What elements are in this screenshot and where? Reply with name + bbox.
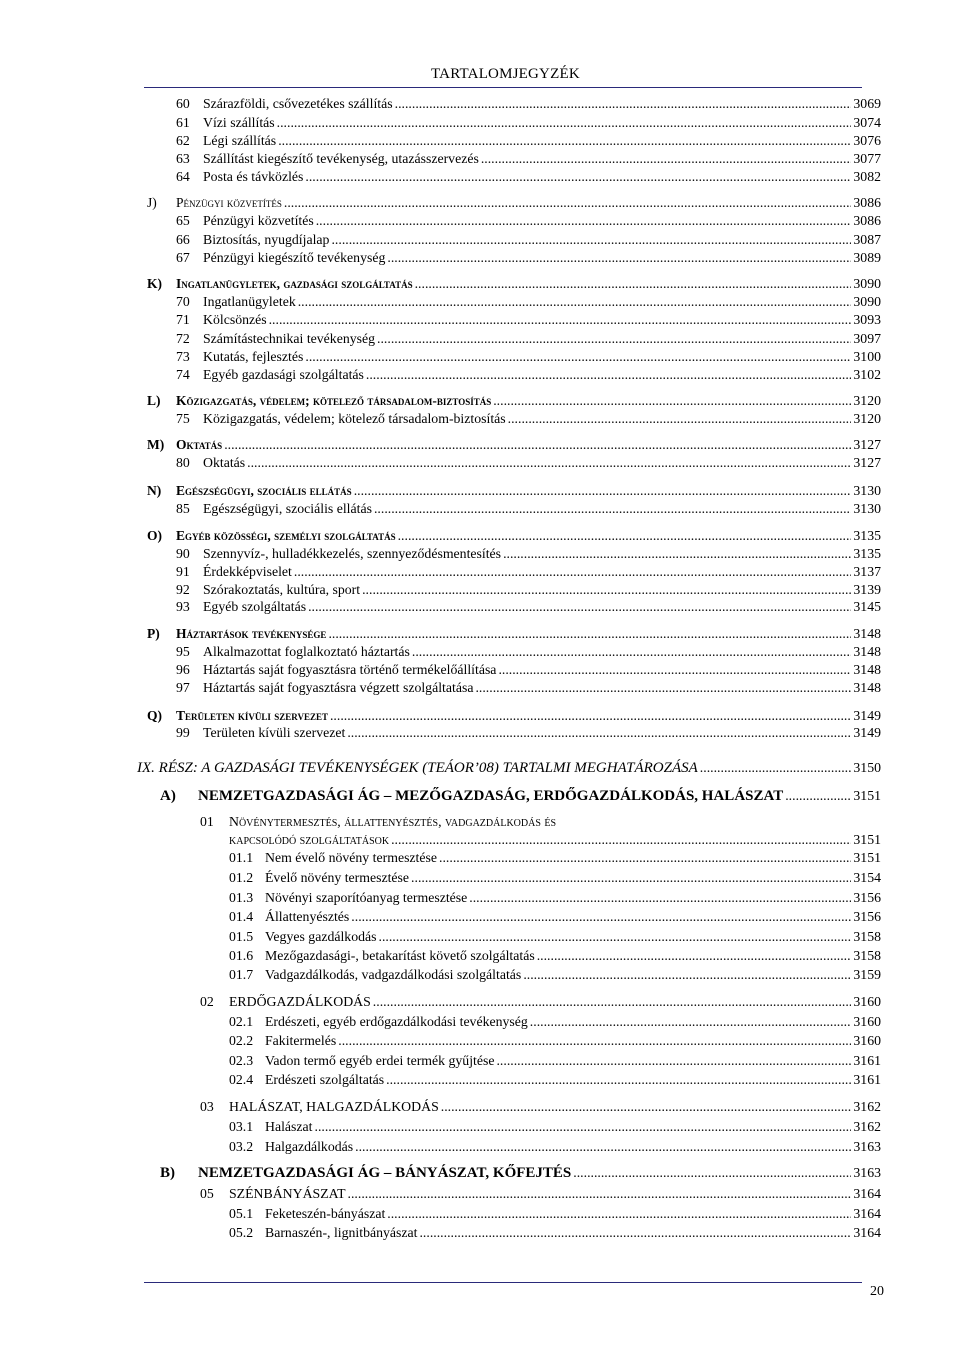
- toc-entry-page: 3130: [853, 501, 881, 516]
- dot-leader: [330, 707, 851, 725]
- toc-entry-page: 3151: [853, 832, 881, 847]
- toc-entry-title: Egészségügyi, szociális ellátás: [176, 483, 352, 498]
- toc-entry-title: Állattenyésztés: [265, 909, 350, 924]
- toc-entry-title: Oktatás: [176, 437, 223, 452]
- toc-entry-number: M): [147, 437, 165, 452]
- toc-entry-page: 3137: [853, 564, 881, 579]
- toc-entry-page: 3086: [853, 195, 881, 210]
- toc-entry[interactable]: [176, 410, 881, 428]
- toc-entry-number: 92: [176, 582, 190, 597]
- toc-entry-page: 3160: [853, 1014, 881, 1029]
- toc-entry[interactable]: [176, 132, 881, 150]
- dot-leader: [441, 1098, 852, 1116]
- toc-entry-number: 75: [176, 411, 190, 426]
- toc-entry-page: 3087: [853, 232, 881, 247]
- toc-entry-page: 3158: [853, 929, 881, 944]
- dot-leader: [537, 947, 852, 965]
- toc-entry-title: Barnaszén-, lignitbányászat: [265, 1225, 418, 1240]
- toc-entry[interactable]: [176, 366, 881, 384]
- toc-entry-title: Kutatás, fejlesztés: [203, 349, 304, 364]
- toc-entry[interactable]: [147, 194, 881, 212]
- toc-entry-number: 02.2: [229, 1033, 254, 1048]
- toc-entry-title: Légi szállítás: [203, 133, 277, 148]
- toc-entry-title: Nem évelő növény termesztése: [265, 850, 438, 865]
- toc-entry-number: 73: [176, 349, 190, 364]
- toc-entry-number: 01.6: [229, 948, 254, 963]
- dot-leader: [366, 366, 852, 384]
- toc-entry-page: 3162: [853, 1099, 881, 1114]
- page-number: 20: [870, 1284, 884, 1299]
- dot-leader: [308, 598, 851, 616]
- toc-entry-page: 3090: [853, 276, 881, 291]
- toc-entry-title: Területen kívüli szervezet: [176, 708, 328, 723]
- toc-entry-title: Feketeszén-bányászat: [265, 1206, 386, 1221]
- toc-entry-number: 91: [176, 564, 190, 579]
- toc-entry-number: 61: [176, 115, 190, 130]
- toc-entry[interactable]: [160, 787, 881, 805]
- toc-entry-title: Háztartások tevékenysége: [176, 626, 327, 641]
- toc-entry-title: ERDŐGAZDÁLKODÁS: [229, 994, 371, 1009]
- toc-entry-page: 3086: [853, 213, 881, 228]
- toc-entry-page: 3074: [853, 115, 881, 130]
- toc-entry-page: 3069: [853, 96, 881, 111]
- toc-entry[interactable]: [229, 1052, 881, 1070]
- toc-entry[interactable]: [200, 1185, 881, 1203]
- dot-leader: [347, 724, 851, 742]
- toc-entry-page: 3151: [853, 788, 881, 803]
- toc-entry-number: 02.4: [229, 1072, 254, 1087]
- toc-entry-page: 3161: [853, 1072, 881, 1087]
- dot-leader: [305, 348, 851, 366]
- toc-entry[interactable]: [229, 928, 881, 946]
- toc-entry[interactable]: [229, 869, 881, 887]
- toc-entry-number: 71: [176, 312, 190, 327]
- dot-leader: [498, 661, 851, 679]
- toc-entry-page: 3100: [853, 349, 881, 364]
- toc-entry[interactable]: [229, 947, 881, 965]
- dot-leader: [387, 1205, 851, 1223]
- toc-entry-page: 3089: [853, 250, 881, 265]
- toc-entry-title: Ingatlanügyletek, gazdasági szolgáltatás: [176, 276, 413, 291]
- dot-leader: [700, 759, 852, 777]
- toc-entry[interactable]: [176, 643, 881, 661]
- toc-entry-title: Közigazgatás, védelem; kötelező társadalom-biztosítás: [203, 411, 506, 426]
- toc-entry-number: 85: [176, 501, 190, 516]
- dot-leader: [415, 275, 852, 293]
- toc-entry-number: 63: [176, 151, 190, 166]
- toc-entry[interactable]: [176, 150, 881, 168]
- dot-leader: [379, 928, 852, 946]
- toc-entry-page: 3127: [853, 455, 881, 470]
- toc-entry-page: 3163: [853, 1139, 881, 1154]
- toc-entry-page: 3130: [853, 483, 881, 498]
- toc-entry[interactable]: [176, 454, 881, 472]
- toc-entry-page: 3102: [853, 367, 881, 382]
- dot-leader: [338, 1032, 851, 1050]
- toc-entry-title: Kölcsönzés: [203, 312, 267, 327]
- toc-entry-title: Növénytermesztés, állattenyésztés, vadgazdálkodás és: [229, 814, 557, 829]
- toc-entry-title: Pénzügyi kiegészítő tevékenység: [203, 250, 386, 265]
- dot-leader: [374, 500, 851, 518]
- toc-entry-number: 02.3: [229, 1053, 254, 1068]
- toc-entry-title: Pénzügyi közvetítés: [176, 195, 282, 210]
- toc-entry-number: B): [160, 1165, 175, 1181]
- dot-leader: [481, 150, 852, 168]
- toc-entry-title: Vadon termő egyéb erdei termék gyűjtése: [265, 1053, 495, 1068]
- dot-leader: [398, 527, 852, 545]
- toc-entry-page: 3120: [853, 411, 881, 426]
- toc-entry-title: Mezőgazdasági-, betakarítást követő szolgáltatás: [265, 948, 535, 963]
- toc-entry[interactable]: [147, 436, 881, 454]
- toc-entry-number: 01.1: [229, 850, 254, 865]
- toc-entry[interactable]: [176, 598, 881, 616]
- toc-entry-number: 01.4: [229, 909, 254, 924]
- toc-entry-number: L): [147, 393, 161, 408]
- dot-leader: [355, 1138, 851, 1156]
- dot-leader: [294, 563, 852, 581]
- toc-entry-page: 3163: [853, 1165, 881, 1180]
- toc-entry[interactable]: [176, 563, 881, 581]
- dot-leader: [475, 679, 851, 697]
- toc-entry-title: SZÉNBÁNYÁSZAT: [229, 1186, 346, 1201]
- dot-leader: [503, 545, 851, 563]
- toc-entry[interactable]: [176, 293, 881, 311]
- toc-entry-number: 66: [176, 232, 190, 247]
- header-rule: [144, 87, 862, 88]
- toc-entry-title: NEMZETGAZDASÁGI ÁG – BÁNYÁSZAT, KŐFEJTÉS: [198, 1165, 572, 1181]
- toc-entry[interactable]: [147, 392, 881, 410]
- toc-entry[interactable]: [200, 993, 881, 1011]
- toc-entry-number: J): [147, 195, 157, 210]
- toc-entry-number: 01.3: [229, 890, 254, 905]
- toc-entry-title: Háztartás saját fogyasztásra végzett szolgáltatása: [203, 680, 474, 695]
- toc-entry-title: Egyéb gazdasági szolgáltatás: [203, 367, 364, 382]
- toc-entry-number: 67: [176, 250, 190, 265]
- toc-entry[interactable]: [137, 759, 881, 777]
- toc-entry-page: 3120: [853, 393, 881, 408]
- toc-entry-number: 05.1: [229, 1206, 254, 1221]
- dot-leader: [351, 908, 851, 926]
- toc-entry[interactable]: [229, 1071, 881, 1089]
- dot-leader: [315, 1118, 852, 1136]
- toc-entry-number: P): [147, 626, 160, 641]
- toc-entry-number: 01: [200, 814, 214, 829]
- footer-rule: [144, 1282, 862, 1283]
- dot-leader: [373, 993, 852, 1011]
- toc-entry-title: Fakitermelés: [265, 1033, 337, 1048]
- toc-entry-title: Erdészeti, egyéb erdőgazdálkodási tevékenység: [265, 1014, 528, 1029]
- dot-leader: [469, 889, 851, 907]
- toc-entry-title: Évelő növény termesztése: [265, 870, 410, 885]
- toc-entry-number: K): [147, 276, 162, 291]
- toc-entry-number: 62: [176, 133, 190, 148]
- toc-entry-page: 3077: [853, 151, 881, 166]
- toc-entry-page: 3162: [853, 1119, 881, 1134]
- toc-entry-page: 3164: [853, 1186, 881, 1201]
- toc-entry-title: Halászat: [265, 1119, 313, 1134]
- toc-entry-page: 3148: [853, 680, 881, 695]
- toc-entry-page: 3154: [853, 870, 881, 885]
- toc-entry-number: 70: [176, 294, 190, 309]
- dot-leader: [316, 212, 852, 230]
- toc-entry-page: 3160: [853, 1033, 881, 1048]
- toc-entry[interactable]: [229, 1224, 881, 1242]
- toc-entry[interactable]: [229, 966, 881, 984]
- toc-entry-page: 3097: [853, 331, 881, 346]
- dot-leader: [508, 410, 852, 428]
- toc-entry-number: 05: [200, 1186, 214, 1201]
- toc-entry-page: 3156: [853, 890, 881, 905]
- toc-entry[interactable]: [229, 1013, 881, 1031]
- toc-entry-title: Növényi szaporítóanyag termesztése: [265, 890, 468, 905]
- toc-entry-number: 99: [176, 725, 190, 740]
- toc-entry[interactable]: [200, 813, 881, 831]
- dot-leader: [277, 114, 852, 132]
- toc-entry[interactable]: [176, 311, 881, 329]
- toc-entry-page: 3145: [853, 599, 881, 614]
- toc-entry-page: 3139: [853, 582, 881, 597]
- toc-entry[interactable]: [229, 889, 881, 907]
- toc-entry[interactable]: [176, 231, 881, 249]
- toc-entry-number: 05.2: [229, 1225, 254, 1240]
- dot-leader: [411, 869, 851, 887]
- toc-entry-title: Szállítást kiegészítő tevékenység, utazásszervezés: [203, 151, 479, 166]
- dot-leader: [247, 454, 851, 472]
- toc-entry-title: Vegyes gazdálkodás: [265, 929, 377, 944]
- toc-entry-number: 64: [176, 169, 190, 184]
- dot-leader: [284, 194, 852, 212]
- toc-entry-number: 80: [176, 455, 190, 470]
- dot-leader: [362, 581, 851, 599]
- toc-entry-number: 93: [176, 599, 190, 614]
- dot-leader: [269, 311, 852, 329]
- toc-entry[interactable]: [176, 114, 881, 132]
- toc-entry-title: Vadgazdálkodás, vadgazdálkodási szolgáltatás: [265, 967, 522, 982]
- toc-entry[interactable]: [176, 679, 881, 697]
- toc-entry-title: Szórakoztatás, kultúra, sport: [203, 582, 361, 597]
- toc-entry-title: Egyéb szolgáltatás: [203, 599, 307, 614]
- toc-entry-title: NEMZETGAZDASÁGI ÁG – MEZŐGAZDASÁG, ERDŐGAZDÁLKODÁS, HALÁSZAT: [198, 788, 784, 804]
- toc-entry-title: Vízi szállítás: [203, 115, 275, 130]
- toc-entry-title: Oktatás: [203, 455, 246, 470]
- toc-entry[interactable]: [147, 482, 881, 500]
- toc-entry-title: Számítástechnikai tevékenység: [203, 331, 376, 346]
- toc-entry-number: 03.1: [229, 1119, 254, 1134]
- toc-entry[interactable]: [229, 831, 881, 849]
- toc-entry-title: Közigazgatás, védelem; kötelező társadalom-biztosítás: [176, 393, 492, 408]
- dot-leader: [354, 482, 852, 500]
- toc-entry-title: Posta és távközlés: [203, 169, 304, 184]
- toc-entry[interactable]: [147, 275, 881, 293]
- toc-entry-page: 3150: [853, 760, 881, 775]
- toc-entry[interactable]: [176, 500, 881, 518]
- toc-entry-page: 3076: [853, 133, 881, 148]
- toc-entry-number: A): [160, 788, 176, 804]
- dot-leader: [224, 436, 851, 454]
- toc-entry-number: 72: [176, 331, 190, 346]
- toc-entry-page: 3151: [853, 850, 881, 865]
- toc-entry[interactable]: [160, 1164, 881, 1182]
- toc-entry[interactable]: [176, 95, 881, 113]
- toc-entry-title: Biztosítás, nyugdíjalap: [203, 232, 330, 247]
- toc-entry-number: O): [147, 528, 162, 543]
- toc-entry[interactable]: [229, 1118, 881, 1136]
- toc-entry-title: Területen kívüli szervezet: [203, 725, 346, 740]
- toc-entry-number: 02: [200, 994, 214, 1009]
- dot-leader: [496, 1052, 851, 1070]
- toc-entry-title: Halgazdálkodás: [265, 1139, 354, 1154]
- toc-entry[interactable]: [176, 330, 881, 348]
- toc-entry-title: Erdészeti szolgáltatás: [265, 1072, 385, 1087]
- toc-entry-page: 3148: [853, 626, 881, 641]
- toc-entry-page: 3149: [853, 725, 881, 740]
- toc-entry-page: 3090: [853, 294, 881, 309]
- toc-entry-number: 03: [200, 1099, 214, 1114]
- toc-entry-page: 3149: [853, 708, 881, 723]
- dot-leader: [391, 831, 851, 849]
- dot-leader: [523, 966, 851, 984]
- dot-leader: [439, 849, 851, 867]
- toc-entry-number: 95: [176, 644, 190, 659]
- toc-entry-number: 74: [176, 367, 190, 382]
- toc-entry[interactable]: [229, 908, 881, 926]
- dot-leader: [530, 1013, 852, 1031]
- toc-entry-title: HALÁSZAT, HALGAZDÁLKODÁS: [229, 1099, 439, 1114]
- toc-entry-number: 97: [176, 680, 190, 695]
- dot-leader: [298, 293, 852, 311]
- toc-entry-title: Ingatlanügyletek: [203, 294, 296, 309]
- dot-leader: [493, 392, 851, 410]
- toc-entry-title: Pénzügyi közvetítés: [203, 213, 314, 228]
- toc-entry-title: Egészségügyi, szociális ellátás: [203, 501, 372, 516]
- toc-entry-title: Szennyvíz-, hulladékkezelés, szennyeződésmentesítés: [203, 546, 502, 561]
- toc-entry[interactable]: [229, 1138, 881, 1156]
- toc-entry-page: 3160: [853, 994, 881, 1009]
- dot-leader: [348, 1185, 852, 1203]
- toc-entry[interactable]: [229, 849, 881, 867]
- toc-entry-page: 3127: [853, 437, 881, 452]
- toc-entry-page: 3082: [853, 169, 881, 184]
- dot-leader: [331, 231, 851, 249]
- toc-entry-number: 65: [176, 213, 190, 228]
- toc-entry-title: Háztartás saját fogyasztásra történő termékelőállítása: [203, 662, 497, 677]
- toc-entry-number: 60: [176, 96, 190, 111]
- toc-entry-number: 96: [176, 662, 190, 677]
- toc-entry-page: 3135: [853, 528, 881, 543]
- toc-entry-page: 3148: [853, 662, 881, 677]
- page-header-title: TARTALOMJEGYZÉK: [431, 66, 580, 82]
- toc-entry-number: N): [147, 483, 162, 498]
- toc-entry[interactable]: [200, 1098, 881, 1116]
- toc-entry[interactable]: [176, 724, 881, 742]
- toc-entry-page: 3135: [853, 546, 881, 561]
- toc-entry-number: Q): [147, 708, 162, 723]
- toc-entry-number: 01.7: [229, 967, 254, 982]
- toc-entry[interactable]: [176, 661, 881, 679]
- dot-leader: [387, 249, 851, 267]
- toc-entry-title: IX. RÉSZ: A GAZDASÁGI TEVÉKENYSÉGEK (TEÁOR’08) TARTALMI MEGHATÁROZÁSA: [137, 760, 698, 776]
- dot-leader: [305, 168, 851, 186]
- toc-entry-title: Egyéb közösségi, személyi szolgáltatás: [176, 528, 396, 543]
- toc-entry-title: Alkalmazottat foglalkoztató háztartás: [203, 644, 410, 659]
- dot-leader: [395, 95, 852, 113]
- toc-entry[interactable]: [229, 1205, 881, 1223]
- toc-entry-number: 01.2: [229, 870, 254, 885]
- toc-entry-number: 01.5: [229, 929, 254, 944]
- toc-entry[interactable]: [176, 168, 881, 186]
- toc-entry-page: 3148: [853, 644, 881, 659]
- toc-entry-title: kapcsolódó szolgáltatások: [229, 832, 390, 847]
- toc-entry-title: Szárazföldi, csővezetékes szállítás: [203, 96, 393, 111]
- toc-entry-title: Érdekképviselet: [203, 564, 292, 579]
- toc-entry-page: 3156: [853, 909, 881, 924]
- toc-entry[interactable]: [176, 212, 881, 230]
- toc-entry[interactable]: [147, 707, 881, 725]
- toc-entry[interactable]: [147, 527, 881, 545]
- dot-leader: [419, 1224, 851, 1242]
- toc-entry-page: 3158: [853, 948, 881, 963]
- dot-leader: [278, 132, 851, 150]
- dot-leader: [412, 643, 852, 661]
- toc-entry-page: 3093: [853, 312, 881, 327]
- dot-leader: [328, 625, 851, 643]
- dot-leader: [377, 330, 851, 348]
- toc-entry[interactable]: [229, 1032, 881, 1050]
- toc-entry-page: 3164: [853, 1225, 881, 1240]
- toc-entry[interactable]: [147, 625, 881, 643]
- toc-entry[interactable]: [176, 545, 881, 563]
- toc-entry-page: 3161: [853, 1053, 881, 1068]
- dot-leader: [573, 1164, 851, 1182]
- toc-entry-number: 03.2: [229, 1139, 254, 1154]
- toc-entry-page: 3164: [853, 1206, 881, 1221]
- dot-leader: [785, 787, 851, 805]
- toc-entry[interactable]: [176, 348, 881, 366]
- toc-entry[interactable]: [176, 581, 881, 599]
- toc-entry-number: 90: [176, 546, 190, 561]
- toc-entry[interactable]: [176, 249, 881, 267]
- dot-leader: [386, 1071, 851, 1089]
- toc-entry-number: 02.1: [229, 1014, 254, 1029]
- toc-entry-page: 3159: [853, 967, 881, 982]
